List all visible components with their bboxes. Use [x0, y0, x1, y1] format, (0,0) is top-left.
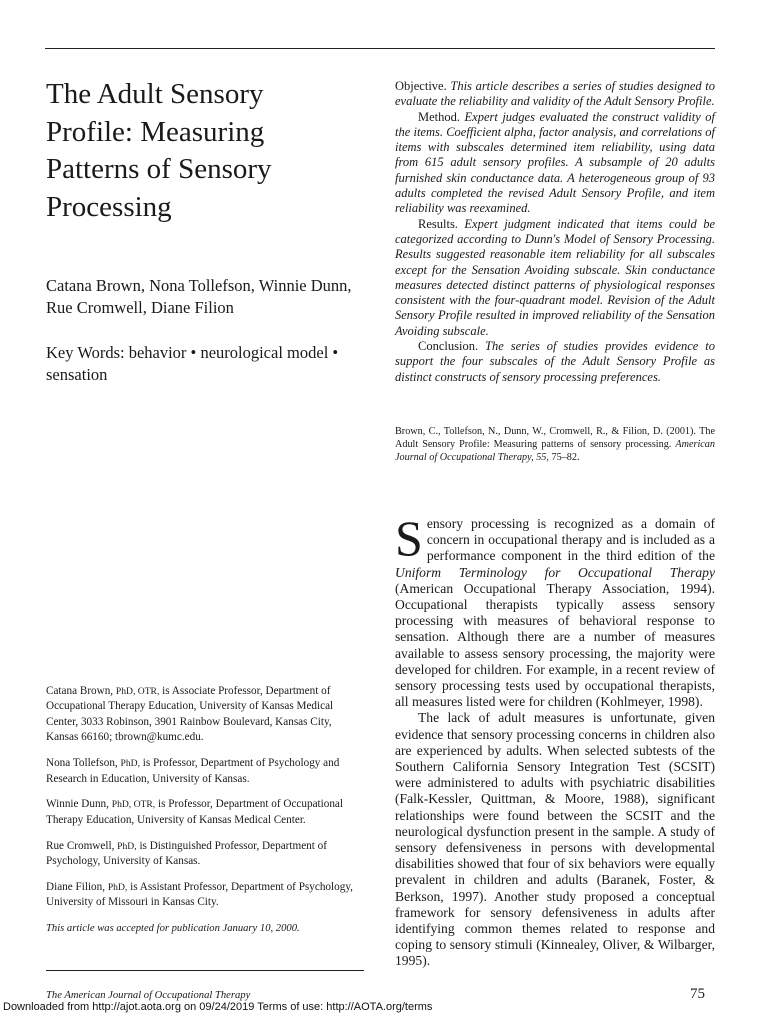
- author-affiliations: [46, 684, 364, 947]
- footer-journal-name: The American Journal of Occupational Therapy: [46, 990, 251, 1001]
- article-title: The Adult Sensory Profile: Measuring Patterns of Sensory Processing: [46, 78, 272, 223]
- article-authors: Catana Brown, Nona Tollefson, Winnie Dunn, Rue Cromwell, Diane Filion: [46, 276, 352, 317]
- page-number: 75: [690, 986, 705, 1002]
- abstract-objective: Objective. This article describes a series of studies designed to evaluate the reliability and validity of the Adult Sensory Profile.: [395, 79, 715, 109]
- abstract-method: Method. Expert judges evaluated the construct validity of the items. Coefficient alpha, factor analysis, and correlations of items with subscales determined item reliability, using data from 615 adult sensory profiles. A subsample of 20 adults furnished skin conductance data. A heterogeneous group of 93 adults completed the revised Adult Sensory Profile, and item reliability was reexamined.: [395, 109, 715, 216]
- affiliation-item: Rue Cromwell, PhD, is Distinguished Professor, Department of Psychology, University of Kansas.: [46, 839, 327, 868]
- abstract-conclusion: Conclusion. The series of studies provides evidence to support the four subscales of the Adult Sensory Profile as distinct constructs of sensory processing preferences.: [395, 339, 715, 384]
- abstract: [395, 79, 715, 385]
- citation-journal: American Journal of Occupational Therapy, 55,: [395, 439, 715, 464]
- affiliation-item: Diane Filion, PhD, is Assistant Professor, Department of Psychology, University of Missouri in Kansas City.: [46, 881, 353, 909]
- article-body: [395, 510, 715, 970]
- drop-cap: S: [395, 510, 423, 566]
- accepted-note: This article was accepted for publication January 10, 2000.: [46, 923, 300, 935]
- key-words: Key Words: behavior • neurological model • sensation: [46, 343, 339, 384]
- download-notice: Downloaded from http://ajot.aota.org on 09/24/2019 Terms of use: http://AOTA.org/terms: [3, 1001, 433, 1013]
- top-rule: [45, 48, 715, 49]
- body-paragraph-1: Sensory processing is recognized as a domain of concern in occupational therapy and is included as a performance component in the third edition of the Uniform Terminology for Occupational Therapy (American Occupational Therapy Association, 1994). Occupational therapists typically assess sensory processing with measures of behavioral response to sensation. Although there are a number of measures available to assess sensory processing, the majority were developed for children. For example, in a recent review of sensory processing tests used by occupational therapists, all measures listed were for children (Kohlmeyer, 1998).: [395, 510, 715, 710]
- abstract-results: Results. Expert judgment indicated that items could be categorized according to Dunn's Model of Sensory Processing. Results suggested reasonable item reliability for all subscales except for the Sensation Avoiding subscale. Skin conductance measures detected distinct patterns of physiological responses consistent with the four-quadrant model. Revision of the Adult Sensory Profile resulted in improved reliability of the Sensation Avoiding subscale.: [395, 216, 716, 338]
- affiliation-rule: [46, 970, 364, 971]
- affiliation-item: Nona Tollefson, PhD, is Professor, Department of Psychology and Research in Education, University of Kansas.: [46, 757, 340, 785]
- body-paragraph-2: The lack of adult measures is unfortunate, given evidence that sensory processing concerns in children also are experienced by adults. When selected subtests of the Southern California Sensory Integration Test (SCSIT) were administered to adults with psychiatric disabilities (Falk-Kessler, Quittman, & Moore, 1988), significant relationships were found between the SCSIT and the neurological dysfunction present in the sample. A study of sensory defensiveness in persons with developmental disabilities showed that four of six behaviors were equally prevalent in children and adults (Baranek, Foster, & Berkson, 1997). Another study proposed a conceptual framework for sensory defensiveness in adults after identifying common themes related to response and coping to sensory stimuli (Kinnealey, Oliver, & Wilbarger, 1995).: [395, 710, 715, 969]
- affiliation-item: Winnie Dunn, PhD, OTR, is Professor, Department of Occupational Therapy Education, University of Kansas Medical Center.: [46, 798, 344, 826]
- citation: Brown, C., Tollefson, N., Dunn, W., Cromwell, R., & Filion, D. (2001). The Adult Sensory Profile: Measuring patterns of sensory processing. American Journal of Occupational Therapy, 55, 75–82.: [395, 426, 715, 464]
- affiliation-item: Catana Brown, PhD, OTR, is Associate Professor, Department of Occupational Therapy Education, University of Kansas Medical Center, 3033 Robinson, 3901 Rainbow Boulevard, Kansas City, Kansas 66160; tbrown@kumc.edu.: [46, 685, 334, 744]
